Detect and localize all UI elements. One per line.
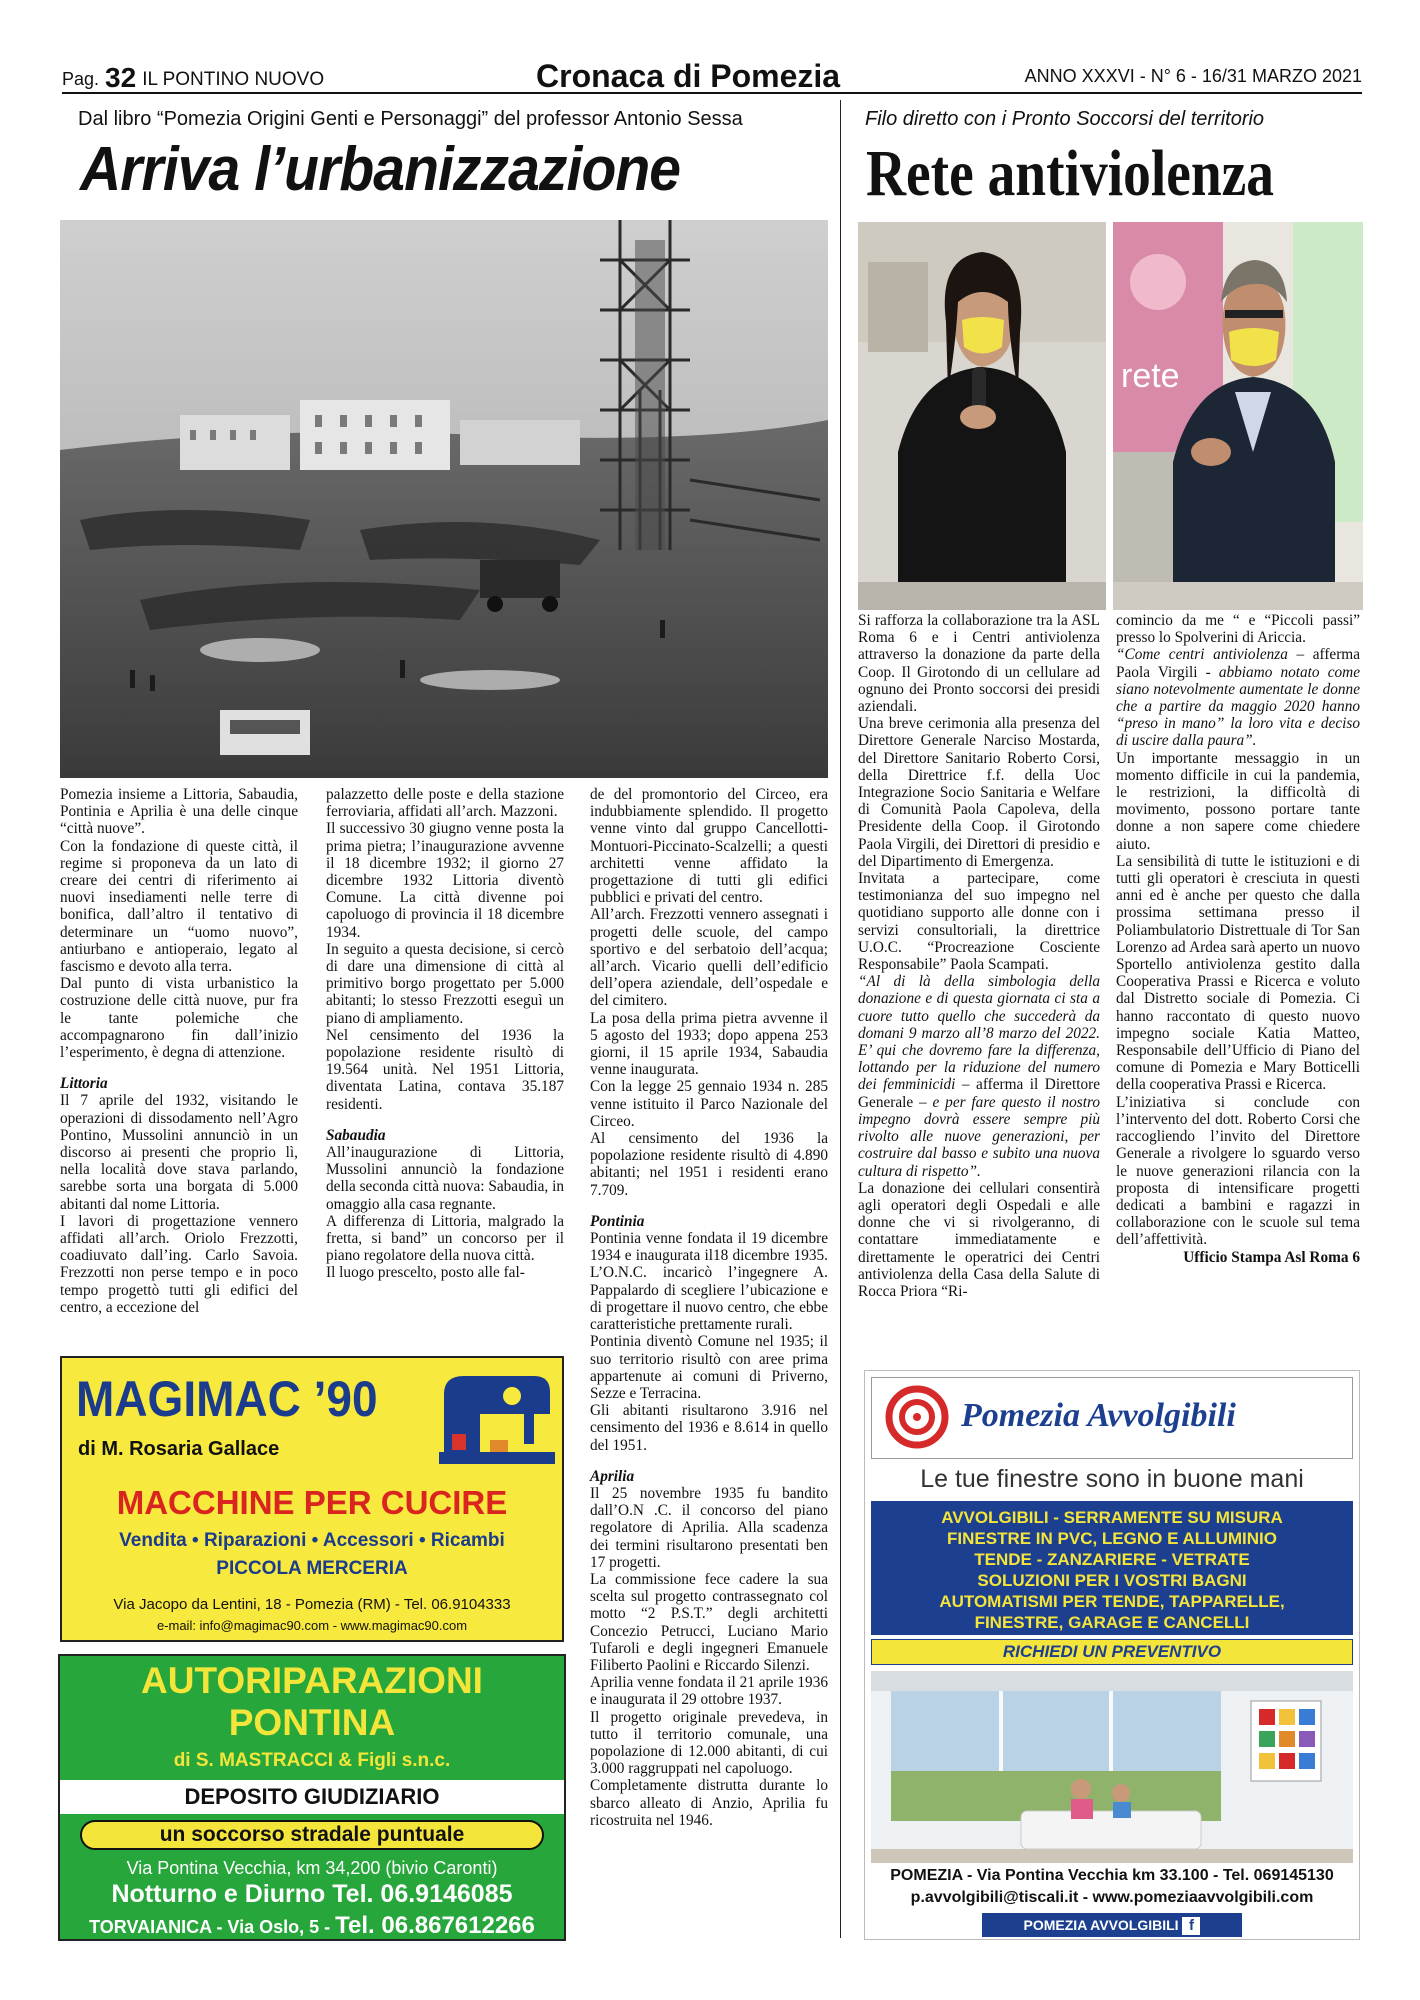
photo-man-speaking	[1113, 222, 1363, 610]
left-kicker: Dal libro “Pomezia Origini Genti e Personaggi” del professor Antonio Sessa	[78, 108, 743, 130]
para: All’inaugurazione di Littoria, Mussolini annunciò la fondazione della seconda città nuova: Sabaudia, in omaggio alla casa regnante.	[326, 1144, 564, 1213]
avv-service: FINESTRE, GARAGE E CANCELLI	[974, 1613, 1250, 1632]
avv-service: AVVOLGIBILI - SERRAMENTE SU MISURA	[941, 1508, 1283, 1527]
para: Pontinia diventò Comune nel 1935; il suo territorio risultò con aree prima appartenute ai comuni di Priverno, Sezze e Terracina.	[590, 1333, 828, 1402]
attribution: – afferma Paola Virgili -	[1116, 646, 1360, 681]
avv-service: FINESTRE IN PVC, LEGNO E ALLUMINIO	[947, 1529, 1277, 1548]
ad-magimac[interactable]	[60, 1356, 564, 1642]
quote: abbiamo notato come siano notevolmente aumentate le donne che a partire da maggio 2020 hanno “preso in mano” la loro vita e deciso di uscire dalla paura”.	[1116, 663, 1360, 750]
para: Completamente distrutta durante lo sbarco alleato di Anzio, Aprilia fu ricostruita nel 1946.	[590, 1777, 828, 1829]
auto-owner: di S. MASTRACCI & Figli s.n.c.	[173, 1750, 451, 1771]
magimac-brand: MAGIMAC ’90	[76, 1371, 378, 1427]
para: de del promontorio del Circeo, era indubbiamente splendido. Il progetto venne vinto dal gruppo Cancellotti-Montuori-Piccinato-Scalzelli; a questi architetti venne affidato la progettazione di tutti gli edifici pubblici e privati del centro.	[590, 786, 828, 907]
header-left	[62, 62, 324, 94]
auto-branch-name: TORVAIANICA - Via Oslo, 5 -	[89, 1917, 336, 1937]
para: Gli abitanti risultarono 3.916 nel censimento del 1936 e 8.614 in quello del 1951.	[590, 1402, 828, 1454]
auto-deposit: DEPOSITO GIUDIZIARIO	[60, 1780, 564, 1814]
auto-slogan: un soccorso stradale puntuale	[80, 1820, 544, 1850]
para: L’iniziativa si conclude con l’intervento del dott. Roberto Corsi che raccogliendo l’invito del Direttore Generale a rivolgere lo sguardo verso le nuove generazioni rilancia con la proposta di intensificare progetti dedicati a bambini e ragazzi in collaborazione con le scuole sul tema dell’affettività.	[1116, 1093, 1360, 1249]
auto-address: Via Pontina Vecchia, km 34,200 (bivio Caronti)	[126, 1858, 498, 1878]
para: A differenza di Littoria, malgrado la fretta, si band” un concorso per il piano regolatore della nuova città.	[326, 1212, 564, 1265]
magimac-services: Vendita • Riparazioni • Accessori • Ricambi	[119, 1530, 505, 1551]
para: Il 25 novembre 1935 fu bandito dall’O.N .C. il concorso del piano regolatore di Aprilia. Alla scadenza dei termini risultarono presentati ben 17 progetti.	[590, 1484, 828, 1571]
para: Un importante messaggio in un momento difficile in cui la pandemia, le restrizioni, la difficoltà di movimento, possono portare tante donne a non sapere come chiedere aiuto.	[1116, 749, 1360, 853]
page-number: 32	[105, 62, 137, 93]
magimac-sub: PICCOLA MERCERIA	[216, 1558, 408, 1579]
left-col-1	[60, 786, 298, 1316]
avv-cta[interactable]: RICHIEDI UN PREVENTIVO	[871, 1639, 1353, 1665]
subhead-littoria: Littoria	[60, 1075, 108, 1093]
page-label: Pag.	[62, 69, 100, 89]
para: Con la legge 25 gennaio 1934 n. 285 venne istituito il Parco Nazionale del Circeo.	[590, 1078, 828, 1130]
para: Si rafforza la collaborazione tra la ASL Roma 6 e i Centri antiviolenza attraverso la donazione da parte della Coop. Il Girotondo di un cellulare ad ognuno dei Pronto soccorsi dei presidi aziendali.	[858, 612, 1100, 716]
para: I lavori di progettazione vennero affidati all’arch. Oriolo Frezzotti, coadiuvato dall’ing. Carlo Savoia. Frezzotti non perse tempo e in poco tempo progettò tutti gli edifici del centro, a eccezione del	[60, 1212, 298, 1316]
photo-woman-speaking	[858, 222, 1106, 610]
quote-para	[1116, 646, 1360, 749]
signature: Ufficio Stampa Asl Roma 6	[1183, 1248, 1360, 1266]
para: Pomezia insieme a Littoria, Sabaudia, Pontinia e Aprilia è una delle cinque “città nuove”.	[60, 786, 298, 838]
quote: “Al di là della simbologia della donazione e di questa giornata ci sta a cuore tutto quello che succederà da domani 9 marzo all’8 marzo del 2022. E’ qui che dovremo fare la differenza, lottando per la riduzione del numero dei femminicidi	[858, 973, 1100, 1094]
para: Il progetto originale prevedeva, in tutto il territorio comunale, una popolazione di 12.000 abitanti, di cui 3.000 raggruppati nel capoluogo.	[590, 1708, 828, 1778]
para: La posa della prima pietra avvenne il 5 agosto del 1933; dopo appena 253 giorni, il 15 aprile 1934, Sabaudia venne inaugurata.	[590, 1009, 828, 1079]
historic-construction-photo	[60, 220, 828, 778]
para: Aprilia venne fondata il 21 aprile 1936 e inaugurata il 29 ottobre 1937.	[590, 1674, 828, 1709]
avv-contacts[interactable]: p.avvolgibili@tiscali.it - www.pomeziaavvolgibili.com	[910, 1889, 1314, 1906]
para: Il luogo prescelto, posto alle fal-	[326, 1264, 525, 1282]
para: La sensibilità di tutte le istituzioni e di tutti gli operatori è cresciuta in questi anni ed è anche per questo che dalla prossima settimana presso il Poliambulatorio Distrettuale di Tor San Lorenzo ad Ardea sarà aperto un nuovo Sportello antiviolenza gestito dalla Cooperativa Prassi e Ricerca e voluto dal Distretto sociale di Pomezia. Ci hanno raccontato di questo nuovo impegno sociale Katia Matteo, Responsabile dell’Ufficio di Piano del comune di Pomezia e Mary Botticelli della cooperativa Prassi e Ricerca.	[1116, 852, 1360, 1094]
auto-branch-phone[interactable]: Tel. 06.867612266	[335, 1912, 535, 1939]
quote: e per fare questo il nostro impegno dovrà essere sempre più rivolto alle nuove generazioni, per costruire dal basso e subito una nuova cultura di rispetto”.	[858, 1093, 1100, 1180]
right-col-2	[1116, 612, 1360, 1266]
magimac-address: Via Jacopo da Lentini, 18 - Pomezia (RM) - Tel. 06.9104333	[113, 1596, 511, 1613]
avv-service: TENDE - ZANZARIERE - VETRATE	[974, 1550, 1250, 1569]
para: In seguito a questa decisione, si cercò di dare una dimensione di città al primitivo borgo progettato per 5.000 abitanti; lo stesso Frezzotti eseguì un piano di ampliamento.	[326, 940, 564, 1027]
left-title: Arriva l’urbanizzazione	[80, 135, 681, 204]
avv-brand: Pomezia Avvolgibili	[961, 1397, 1236, 1434]
para: comincio da me “ e “Piccoli passi” presso lo Spolverini di Ariccia.	[1116, 612, 1360, 647]
para: All’arch. Frezzotti vennero assegnati i progetti delle scuole, del campo sportivo e del serbatoio dell’acqua; all’arch. Vicario quelli dell’edificio dell’opera aziendale, dell’ospedale e del cimitero.	[590, 906, 828, 1010]
subhead-pontinia: Pontinia	[590, 1212, 645, 1230]
magimac-headline: MACCHINE PER CUCIRE	[116, 1484, 508, 1521]
auto-branch	[60, 1912, 564, 1940]
living-room-photo	[871, 1671, 1353, 1863]
right-kicker: Filo diretto con i Pronto Soccorsi del territorio	[865, 108, 1265, 130]
para: palazzetto delle poste e della stazione ferroviaria, affidati all’arch. Mazzoni.	[326, 786, 564, 821]
ad-pomezia-avvolgibili[interactable]	[864, 1370, 1360, 1940]
para: Al censimento del 1936 la popolazione residente risultò di 4.890 abitanti; nel 1951 i residenti erano 7.709.	[590, 1130, 828, 1199]
magimac-owner: di M. Rosaria Gallace	[78, 1438, 280, 1460]
left-col-2	[326, 786, 564, 1282]
attribution: – afferma il Direttore Generale –	[858, 1076, 1100, 1111]
page-header	[62, 58, 1362, 94]
magimac-contacts[interactable]: e-mail: info@magimac90.com - www.magimac90.com	[156, 1618, 468, 1633]
right-col-1	[858, 612, 1100, 1300]
para: Nel censimento del 1936 la popolazione residente risultò di 19.564 unità. Nel 1951 Littoria, diventata Latina, contava 35.187 residenti.	[326, 1026, 564, 1113]
para: Il 7 aprile del 1932, visitando le operazioni di dissodamento nell’Agro Pontino, Mussolini annunciò in un discorso ai presenti che proprio lì, nella località dove stava parlando, sarebbe sorta una borgata di 5.000 abitanti dal nome Littoria.	[60, 1092, 298, 1213]
avv-tagline: Le tue finestre sono in buone mani	[920, 1465, 1304, 1493]
avv-social-label: POMEZIA AVVOLGIBILI	[1023, 1917, 1179, 1933]
para: La donazione dei cellulari consentirà agli operatori degli Ospedali e alle donne che vi si rivolgeranno, di contattare immediatamente e direttamente le operatrici dei Centri antiviolenza della Casa della Salute di Rocca Priora “Ri-	[858, 1179, 1100, 1300]
avv-address: POMEZIA - Via Pontina Vecchia km 33.100 - Tel. 069145130	[890, 1867, 1334, 1884]
paper-name: IL PONTINO NUOVO	[142, 69, 325, 90]
ad-autoriparazioni[interactable]	[58, 1654, 566, 1941]
left-col-3	[590, 786, 828, 1829]
column-divider	[840, 100, 841, 1938]
auto-line1: AUTORIPARAZIONI	[141, 1660, 483, 1701]
auto-phone[interactable]: Notturno e Diurno Tel. 06.9146085	[111, 1880, 513, 1908]
avv-service: SOLUZIONI PER I VOSTRI BAGNI	[977, 1571, 1247, 1590]
para: Il successivo 30 giugno venne posta la prima pietra; l’inaugurazione avvenne il 18 dicembre 1932; il giorno 27 dicembre 1932 Littoria diventò Comune. La città divenne poi capoluogo di provincia il 18 dicembre 1934.	[326, 820, 564, 941]
para: Invitata a partecipare, come testimonianza del suo impegno nel quotidiano supporto alle donne con i servizi consultoriali, la direttrice U.O.C. “Procreazione Cosciente Responsabile” Paola Scampati.	[858, 870, 1100, 974]
para: Una breve cerimonia alla presenza del Direttore Generale Narciso Mostarda, del Direttore Sanitario Roberto Corsi, della Direttrice f.f. della Uoc Integrazione Socio Sanitaria e Welfare di Comunità Paola Capoleva, della Presidente della Coop. il Girotondo Paola Virgili, dei Direttori di presidio e del Dipartimento di Emergenza.	[858, 715, 1100, 870]
spiral-logo-icon	[885, 1385, 949, 1449]
subhead-aprilia: Aprilia	[590, 1467, 635, 1485]
para: La commissione fece cadere la sua scelta sul progetto contrassegnato col motto “2 P.S.T.” degli architetti Concezio Petrucci, Luciano Mario Tufaroli e degli ingegneri Emanuele Filiberto Paolini e Riccardo Silenzi.	[590, 1570, 828, 1674]
para: Con la fondazione di queste città, il regime si proponeva da un lato di creare dei centri di riferimento ai nuovi insediamenti nelle terre di bonifica, dall’altro il tentativo di determinare un “uomo nuovo”, antiurbano e antioperaio, legato al fascismo e devoto alla terra.	[60, 837, 298, 976]
right-title: Rete antiviolenza	[866, 137, 1275, 210]
avv-service: AUTOMATISMI PER TENDE, TAPPARELLE,	[939, 1592, 1285, 1611]
subhead-sabaudia: Sabaudia	[326, 1126, 386, 1144]
avv-services	[871, 1501, 1353, 1635]
section-title: Cronaca di Pomezia	[536, 58, 841, 94]
issue-info: ANNO XXXVI - N° 6 - 16/31 MARZO 2021	[1024, 66, 1362, 86]
avv-social[interactable]	[982, 1913, 1242, 1937]
quote-para	[858, 973, 1100, 1179]
quote: “Come centri antiviolenza	[1116, 646, 1288, 664]
para: Dal punto di vista urbanistico la costruzione delle città nuove, pur fra le tante polemiche che accompagnarono fin dall’inizio l’esperimento, è degna di attenzione.	[60, 975, 298, 1062]
para: Pontinia venne fondata il 19 dicembre 1934 e inaugurata il18 dicembre 1935. L’O.N.C. incaricò l’ingegnere A. Pappalardo di scegliere l’ubicazione e di progettare il nuovo centro, che ebbe caratteristiche prettamente rurali.	[590, 1230, 828, 1334]
auto-line2: PONTINA	[228, 1702, 396, 1743]
sewing-machine-icon	[434, 1364, 560, 1474]
facebook-icon[interactable]: f	[1182, 1917, 1200, 1935]
banner-text: rete	[1121, 357, 1180, 395]
